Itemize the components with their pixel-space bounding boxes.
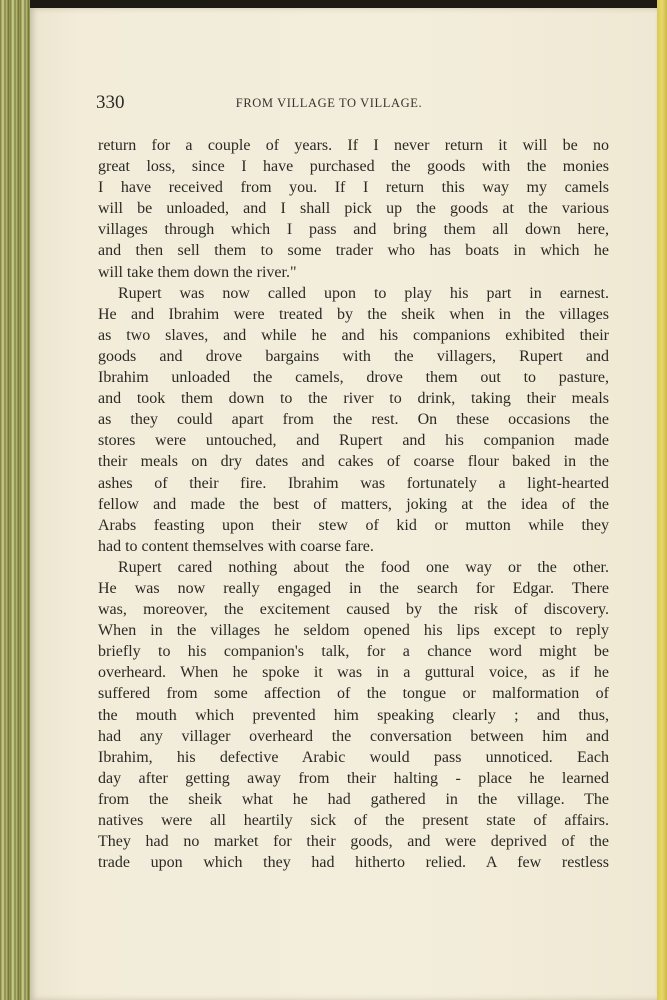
text-line: Ibrahim unloaded the camels, drove them out to pasture, [98, 369, 609, 387]
text-line: Rupert cared nothing about the food one way or the other. [118, 558, 609, 576]
text-line: will be unloaded, and I shall pick up the goods at the various [98, 200, 609, 218]
page-right-edge [657, 0, 667, 1000]
text-line: was, moreover, the excitement caused by the risk of discovery. [98, 601, 609, 619]
book-spine-edge [0, 0, 30, 1000]
text-line: He and Ibrahim were treated by the sheik when in the villages [98, 305, 609, 323]
text-line: I have received from you. If I return this way my camels [98, 179, 609, 197]
body-text [98, 135, 609, 873]
text-line: briefly to his companion's talk, for a chance word might be [98, 643, 609, 661]
text-line: return for a couple of years. If I never return it will be no [98, 137, 609, 154]
text-line: from the sheik what he had gathered in the village. The [98, 790, 609, 808]
text-line: and took them down to the river to drink, taking their meals [98, 390, 609, 408]
text-line: Ibrahim, his defective Arabic would pass unnoticed. Each [98, 748, 609, 766]
text-line: villages through which I pass and bring them all down here, [98, 221, 609, 239]
text-line: their meals on dry dates and cakes of coarse flour baked in the [98, 453, 609, 471]
text-line: goods and drove bargains with the villagers, Rupert and [98, 347, 609, 365]
text-line: as two slaves, and while he and his companions exhibited their [98, 326, 609, 344]
page-header [96, 92, 526, 120]
text-line: the mouth which prevented him speaking clearly ; and thus, [98, 706, 609, 724]
text-line: fellow and made the best of matters, joking at the idea of the [98, 495, 609, 513]
text-line: great loss, since I have purchased the goods with the monies [98, 158, 609, 176]
text-line: trade upon which they had hitherto relied. A few restless [98, 854, 609, 872]
page-number: 330 [96, 92, 125, 113]
text-line: natives were all heartily sick of the present state of affairs. [98, 812, 609, 829]
text-line: Rupert was now called upon to play his part in earnest. [118, 284, 609, 302]
text-line: as they could apart from the rest. On these occasions the [98, 411, 609, 429]
text-line: and then sell them to some trader who has boats in which he [98, 242, 609, 260]
text-line: Arabs feasting upon their stew of kid or mutton while they [98, 516, 609, 534]
text-line: day after getting away from their halting - place he learned [98, 769, 609, 787]
text-line: stores were untouched, and Rupert and his companion made [98, 432, 609, 450]
text-line: ashes of their fire. Ibrahim was fortunately a light-hearted [98, 474, 609, 492]
text-line: overheard. When he spoke it was in a guttural voice, as if he [98, 664, 609, 682]
text-line: had to content themselves with coarse fare. [98, 537, 374, 555]
text-line: suffered from some affection of the tongue or malformation of [98, 685, 609, 703]
text-line: will take them down the river." [98, 263, 297, 281]
text-line: He was now really engaged in the search for Edgar. There [98, 579, 609, 597]
text-line: had any villager overheard the conversation between him and [98, 727, 609, 745]
text-line: They had no market for their goods, and were deprived of the [98, 833, 609, 851]
text-line: When in the villages he seldom opened his lips except to reply [98, 622, 609, 640]
running-head: FROM VILLAGE TO VILLAGE. [235, 96, 423, 110]
